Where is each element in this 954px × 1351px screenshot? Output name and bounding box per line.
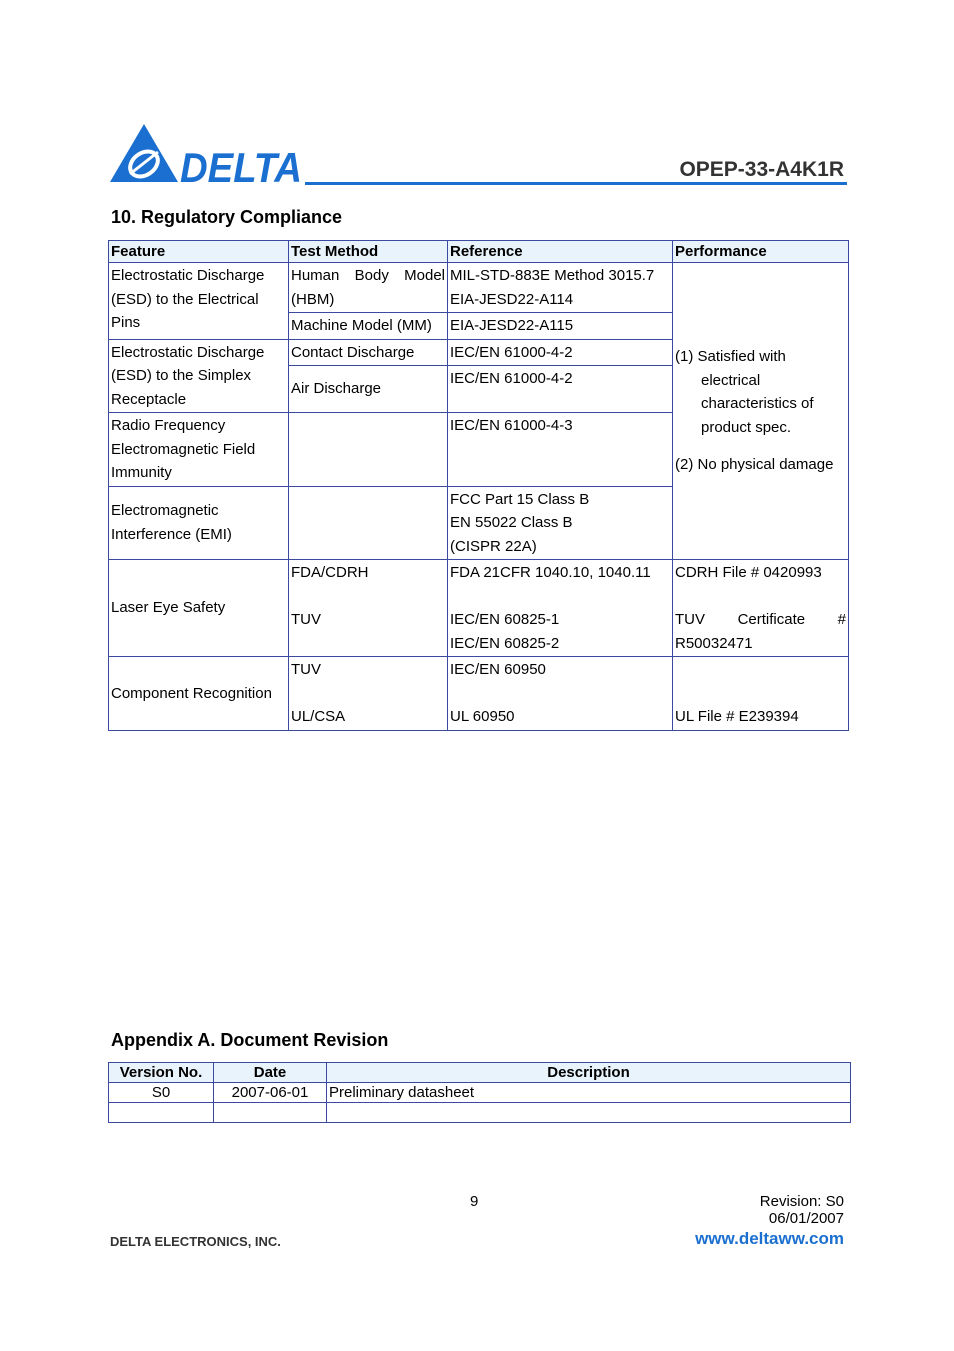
svg-text:DELTA: DELTA <box>180 144 302 186</box>
header-rule <box>305 182 847 185</box>
section-title: 10. Regulatory Compliance <box>111 207 343 227</box>
revision-info <box>760 1193 844 1227</box>
feature-cell: Electrostatic Discharge (ESD) to the Electrical Pins <box>109 263 289 340</box>
table-header-row <box>109 241 849 263</box>
performance-cell: UL File # E239394 <box>673 657 849 731</box>
reference-cell: FCC Part 15 Class B EN 55022 Class B (CISPR 22A) <box>448 486 673 560</box>
reference-cell: EIA-JESD22-A115 <box>448 313 673 340</box>
delta-logo <box>110 124 305 186</box>
column-header: Description <box>327 1063 851 1083</box>
page-number: 9 <box>470 1193 479 1210</box>
version-cell: S0 <box>109 1083 214 1103</box>
table-header-row <box>109 1063 851 1083</box>
feature-cell: Radio Frequency Electromagnetic Field Immunity <box>109 413 289 487</box>
reference-cell: FDA 21CFR 1040.10, 1040.11 IEC/EN 60825-1 IEC/EN 60825-2 <box>448 560 673 657</box>
column-header: Date <box>214 1063 327 1083</box>
method-cell: Contact Discharge <box>289 339 448 366</box>
feature-cell: Electromagnetic Interference (EMI) <box>109 486 289 560</box>
method-cell: TUV UL/CSA <box>289 657 448 731</box>
reference-cell: IEC/EN 61000-4-3 <box>448 413 673 487</box>
column-header: Test Method <box>289 241 448 263</box>
revision-label: Revision: S0 <box>759 1193 844 1210</box>
regulatory-compliance-table <box>108 240 849 731</box>
table-row <box>109 1083 851 1103</box>
feature-cell: Electrostatic Discharge (ESD) to the Simplex Receptacle <box>109 339 289 413</box>
column-header: Feature <box>109 241 289 263</box>
date-cell <box>214 1103 327 1123</box>
section-title: Appendix A. Document Revision <box>111 1030 389 1050</box>
description-cell: Preliminary datasheet <box>327 1083 851 1103</box>
version-cell <box>109 1103 214 1123</box>
performance-cell: CDRH File # 0420993 TUV Certificate # R50032471 <box>673 560 849 657</box>
reference-cell: MIL-STD-883E Method 3015.7 EIA-JESD22-A114 <box>448 263 673 313</box>
document-id: OPEP-33-A4K1R <box>679 158 844 181</box>
company-name: DELTA ELECTRONICS, INC. <box>110 1234 281 1249</box>
feature-cell: Laser Eye Safety <box>109 560 289 657</box>
performance-cell: (1) Satisfied with electrical characteristics of product spec. (2) No physical damage <box>673 263 849 560</box>
revision-date: 06/01/2007 <box>768 1210 844 1227</box>
table-row <box>109 657 849 731</box>
reference-cell: IEC/EN 61000-4-2 <box>448 339 673 366</box>
website-link[interactable]: www.deltaww.com <box>695 1229 844 1248</box>
table-row <box>109 560 849 657</box>
column-header: Reference <box>448 241 673 263</box>
feature-cell: Component Recognition <box>109 657 289 731</box>
table-row <box>109 263 849 313</box>
method-cell: FDA/CDRH TUV <box>289 560 448 657</box>
column-header: Version No. <box>109 1063 214 1083</box>
description-cell <box>327 1103 851 1123</box>
reference-cell: IEC/EN 61000-4-2 <box>448 366 673 413</box>
revision-table <box>108 1062 851 1123</box>
method-cell: Air Discharge <box>289 366 448 413</box>
column-header: Performance <box>673 241 849 263</box>
reference-cell: IEC/EN 60950 UL 60950 <box>448 657 673 731</box>
method-cell: Human Body Model (HBM) <box>289 263 448 313</box>
method-cell <box>289 486 448 560</box>
method-cell <box>289 413 448 487</box>
table-row <box>109 1103 851 1123</box>
method-cell: Machine Model (MM) <box>289 313 448 340</box>
date-cell: 2007-06-01 <box>214 1083 327 1103</box>
